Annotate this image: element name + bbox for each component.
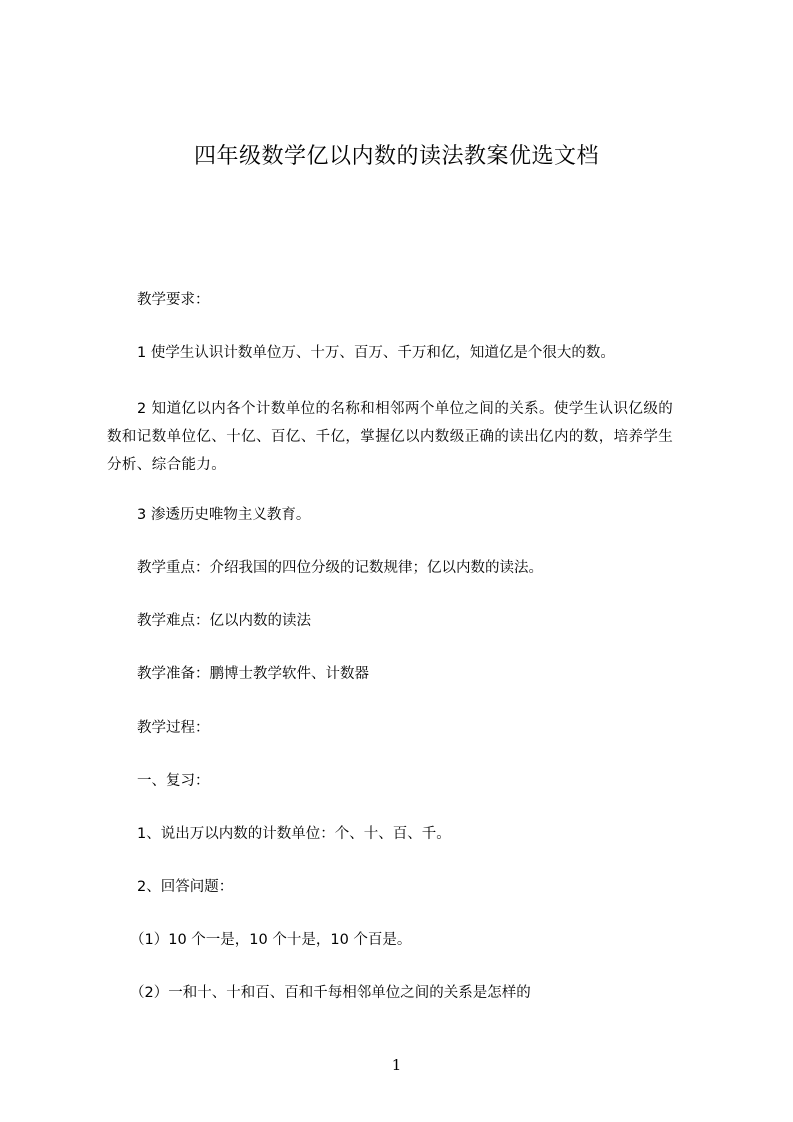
requirements-heading: 教学要求： [137, 292, 210, 308]
process-heading: 教学过程： [137, 720, 210, 736]
section-review: 一、复习： [137, 773, 210, 789]
difficulty: 教学难点：亿以内数的读法 [137, 613, 311, 629]
page-number: 1 [391, 1056, 402, 1074]
key-point: 教学重点：介绍我国的四位分级的记数规律；亿以内数的读法。 [137, 560, 543, 576]
requirement-3: 3 渗透历史唯物主义教育。 [137, 507, 311, 523]
review-item-1: 1、说出万以内数的计数单位：个、十、百、千。 [137, 826, 451, 842]
requirement-1: 1 使学生认识计数单位万、十万、百万、千万和亿，知道亿是个很大的数。 [137, 345, 615, 361]
question-1: （1）10 个一是，10 个十是，10 个百是。 [130, 932, 412, 948]
requirement-2: 2 知道亿以内各个计数单位的名称和相邻两个单位之间的关系。使学生认识亿级的数和记数单位亿、十亿、百亿、千亿，掌握亿以内数级正确的读出亿内的数，培养学生分析、综合能力。 [107, 401, 674, 473]
review-item-2: 2、回答问题： [137, 879, 234, 895]
requirement-2-paragraph [107, 395, 687, 479]
question-2: （2）一和十、十和百、百和千每相邻单位之间的关系是怎样的 [130, 985, 531, 1001]
document-title: 四年级数学亿以内数的读法教案优选文档 [193, 144, 599, 169]
preparation: 教学准备：鹏博士教学软件、计数器 [137, 666, 369, 682]
